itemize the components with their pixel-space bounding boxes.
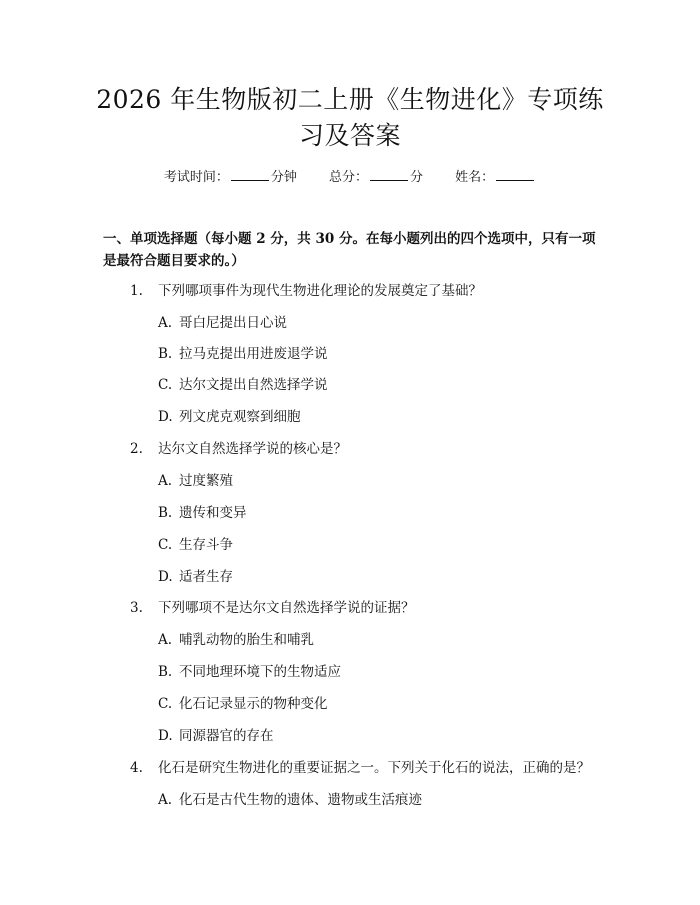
- question-text: 下列哪项不是达尔文自然选择学说的证据？: [158, 600, 415, 616]
- question-number: 2.: [130, 441, 143, 457]
- option-text: 列文虎克观察到细胞: [179, 409, 301, 425]
- option-text: 过度繁殖: [179, 473, 233, 489]
- question-3-option-d: [158, 727, 274, 745]
- option-text: 化石记录显示的物种变化: [179, 696, 328, 712]
- option-letter: A.: [158, 792, 173, 808]
- question-1-option-d: [158, 408, 301, 426]
- question-3-option-c: [158, 695, 328, 713]
- option-text: 适者生存: [179, 569, 233, 585]
- total-score: [329, 170, 423, 185]
- exam-time-label: 考试时间：: [163, 170, 229, 185]
- question-1-option-b: [158, 345, 328, 363]
- question-3: [130, 599, 415, 617]
- page-title-continued: 习及答案: [298, 121, 401, 150]
- question-1: [130, 282, 482, 300]
- option-text: 不同地理环境下的生物适应: [179, 664, 341, 680]
- option-text: 化石是古代生物的遗体、遗物或生活痕迹: [179, 792, 422, 808]
- option-text: 同源器官的存在: [179, 728, 274, 744]
- question-text: 下列哪项事件为现代生物进化理论的发展奠定了基础？: [158, 283, 482, 299]
- student-name-blank: [496, 168, 534, 181]
- total-score-label: 总分：: [328, 170, 368, 185]
- option-text: 哥白尼提出日心说: [179, 315, 287, 331]
- option-letter: B.: [158, 664, 173, 680]
- question-2-option-d: [158, 568, 233, 586]
- option-text: 生存斗争: [179, 537, 233, 553]
- question-number: 4.: [130, 760, 143, 776]
- question-2-option-c: [158, 536, 233, 554]
- section-heading: 一、单项选择题（每小题 2 分，共 30 分。在每小题列出的四个选项中，只有一项是最符合题目要求的。）: [103, 231, 596, 269]
- student-name: [455, 170, 536, 185]
- question-text: 化石是研究生物进化的重要证据之一。下列关于化石的说法，正确的是？: [158, 760, 590, 776]
- student-name-label: 姓名：: [455, 170, 495, 185]
- total-score-unit: 分: [410, 170, 424, 185]
- question-1-option-a: [158, 314, 287, 332]
- option-letter: C.: [158, 377, 173, 393]
- question-number: 3.: [130, 600, 143, 616]
- question-3-option-b: [158, 663, 341, 681]
- option-letter: D.: [158, 409, 173, 425]
- question-1-option-c: [158, 376, 328, 394]
- option-letter: B.: [158, 346, 173, 362]
- question-2: [130, 440, 347, 458]
- option-text: 遗传和变异: [179, 505, 247, 521]
- option-letter: A.: [158, 473, 173, 489]
- option-letter: B.: [158, 505, 173, 521]
- total-score-blank: [370, 168, 408, 181]
- question-4-option-a: [158, 791, 422, 809]
- question-4: [130, 759, 590, 777]
- option-letter: A.: [158, 632, 173, 648]
- question-2-option-b: [158, 504, 247, 522]
- option-letter: D.: [158, 728, 173, 744]
- option-text: 哺乳动物的胎生和哺乳: [179, 632, 314, 648]
- exam-time: [164, 170, 297, 185]
- page-title: 2026 年生物版初二上册《生物进化》专项练: [96, 85, 604, 114]
- option-letter: C.: [158, 537, 173, 553]
- option-text: 拉马克提出用进废退学说: [179, 346, 328, 362]
- option-letter: A.: [158, 315, 173, 331]
- exam-time-unit: 分钟: [270, 170, 297, 185]
- question-3-option-a: [158, 631, 314, 649]
- option-text: 达尔文提出自然选择学说: [179, 377, 328, 393]
- question-number: 1.: [130, 283, 143, 299]
- option-letter: D.: [158, 569, 173, 585]
- option-letter: C.: [158, 696, 173, 712]
- exam-time-blank: [231, 168, 269, 181]
- question-2-option-a: [158, 472, 233, 490]
- exam-meta: [0, 168, 700, 187]
- question-text: 达尔文自然选择学说的核心是？: [158, 441, 347, 457]
